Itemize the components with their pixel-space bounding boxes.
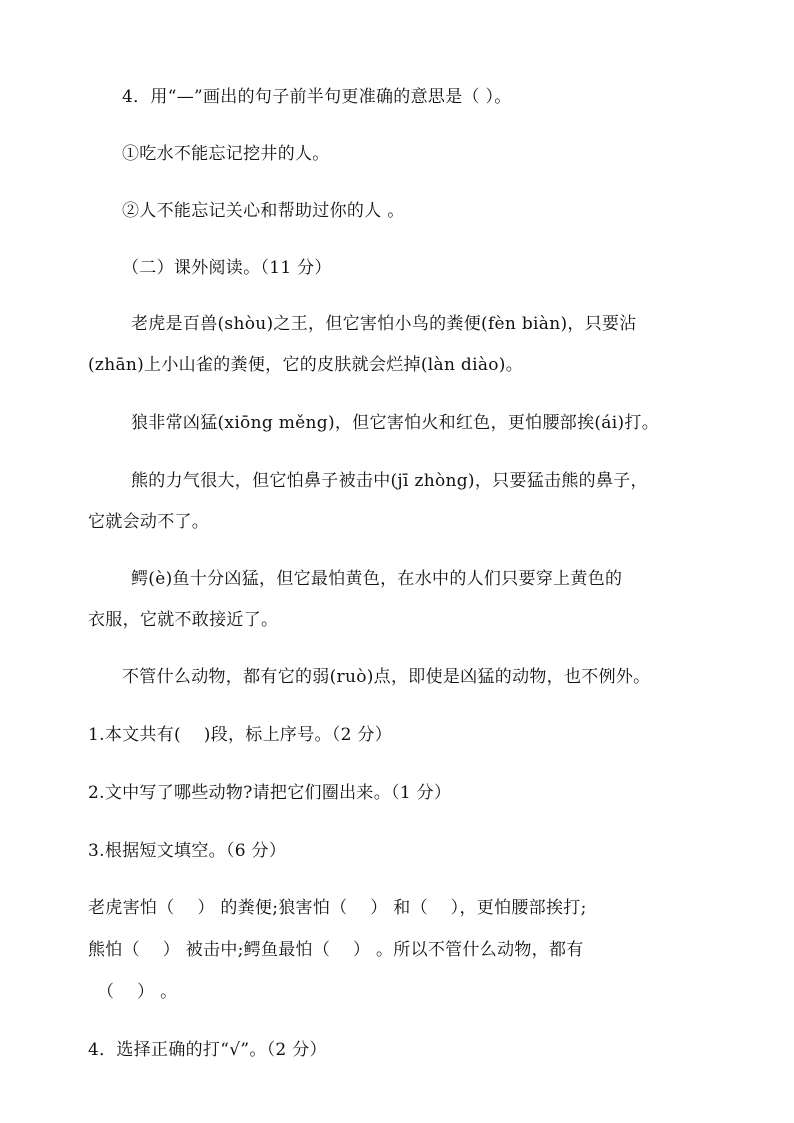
paragraph-2: 狼非常凶猛(xiōng měng)，但它害怕火和红色，更怕腰部挨(ái)打。 — [131, 413, 660, 433]
option-1: ①吃水不能忘记挖井的人。 — [122, 144, 330, 164]
question-4-prompt: 4．用“—”画出的句子前半句更准确的意思是（ ）。 — [122, 87, 512, 107]
fill-blank-line-2: 熊怕（ ） 被击中;鳄鱼最怕（ ） 。所以不管什么动物，都有 — [88, 940, 584, 960]
paragraph-3-line-2: 它就会动不了。 — [88, 512, 210, 532]
option-2: ②人不能忘记关心和帮助过你的人 。 — [122, 201, 405, 221]
paragraph-1-line-1: 老虎是百兽(shòu)之王，但它害怕小鸟的粪便(fèn biàn)，只要沾 — [131, 314, 637, 334]
paragraph-4-line-1: 鳄(è)鱼十分凶猛，但它最怕黄色，在水中的人们只要穿上黄色的 — [131, 569, 623, 589]
fill-blank-line-3: （ ） 。 — [97, 982, 178, 1002]
exercise-3: 3.根据短文填空。（6 分） — [88, 841, 287, 861]
exercise-4: 4．选择正确的打“√”。（2 分） — [88, 1040, 327, 1060]
exercise-2: 2.文中写了哪些动物?请把它们圈出来。（1 分） — [88, 783, 452, 803]
paragraph-5: 不管什么动物，都有它的弱(ruò)点，即使是凶猛的动物，也不例外。 — [122, 667, 651, 687]
fill-blank-line-1: 老虎害怕（ ） 的粪便;狼害怕（ ） 和（ ），更怕腰部挨打; — [88, 898, 587, 918]
paragraph-1-line-2: (zhān)上小山雀的粪便，它的皮肤就会烂掉(làn diào)。 — [88, 355, 524, 375]
section-heading: （二）课外阅读。（11 分） — [122, 258, 332, 278]
exercise-1: 1.本文共有( )段，标上序号。（2 分） — [88, 725, 393, 745]
paragraph-4-line-2: 衣服，它就不敢接近了。 — [88, 610, 279, 630]
paragraph-3-line-1: 熊的力气很大，但它怕鼻子被击中(jī zhòng)，只要猛击熊的鼻子， — [131, 471, 648, 491]
